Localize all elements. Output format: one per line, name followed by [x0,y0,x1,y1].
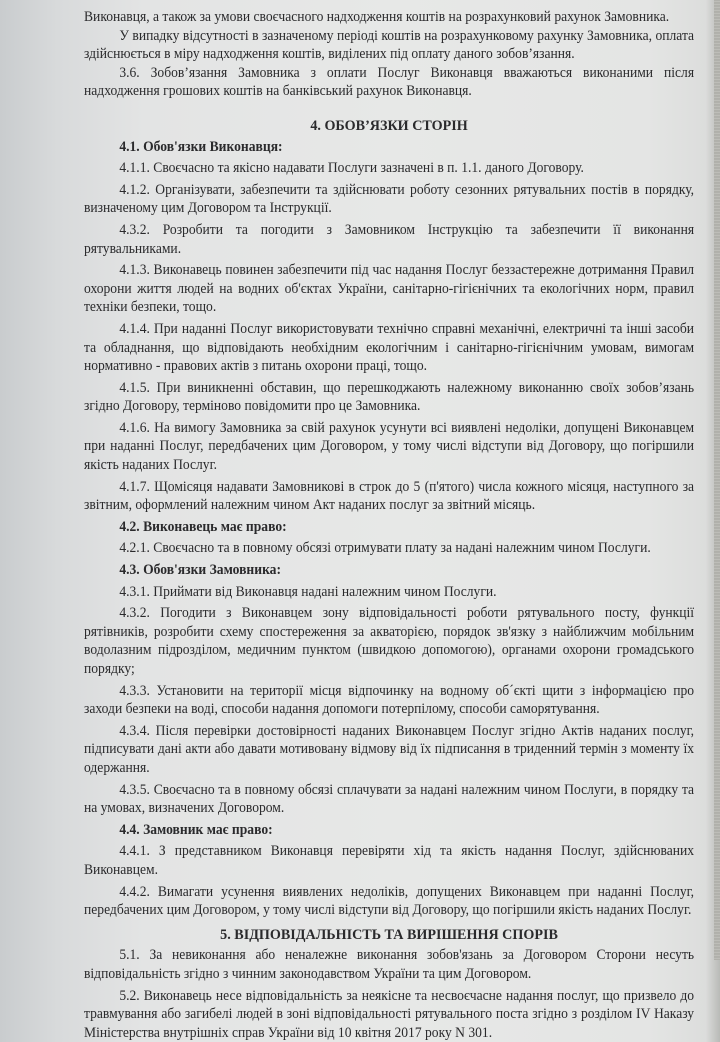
subsection-4-4-heading: 4.4. Замовник має право: [84,821,694,840]
paragraph-payment-delay: У випадку відсутності в зазначеному періоді коштів на розрахунковому рахунку Замовника, оплата здійснюється в міру надходження коштів, виділених під оплату даного зобов’язання. [84,27,694,64]
page-edge [714,0,720,960]
clause-4-3-2-instruction: 4.3.2. Розробити та погодити з Замовником Інструкцію та забезпечити її виконання рятувальниками. [84,221,694,258]
clause-4-4-1: 4.4.1. З представником Виконавця перевіряти хід та якість надання Послуг, здійснюваних Виконавцем. [84,842,694,879]
paragraph-intro-continued: Виконавця, а також за умови своєчасного надходження коштів на розрахунковий рахунок Замовника. [84,8,694,27]
clause-4-2-1: 4.2.1. Своєчасно та в повному обсязі отримувати плату за надані належним чином Послуги. [84,539,694,558]
clause-4-1-2: 4.1.2. Організувати, забезпечити та здійснювати роботу сезонних рятувальних постів в порядку, визначеному цим Договором та Інструкції. [84,181,694,218]
subsection-4-2-heading: 4.2. Виконавець має право: [84,518,694,537]
paragraph-3-6: 3.6. Зобов’язання Замовника з оплати Послуг Виконавця вважаються виконаними після надходження грошових коштів на банківський рахунок Виконавця. [84,64,694,101]
clause-5-2: 5.2. Виконавець несе відповідальність за неякісне та несвоєчасне надання послуг, що призвело до травмування або загибелі людей в зоні відповідальності рятувального поста згідно з розділом IV Наказу Міністерства внутрішніх справ України від 10 квітня 2017 року N 301. [84,987,694,1042]
clause-4-3-2: 4.3.2. Погодити з Виконавцем зону відповідальності роботи рятувального посту, функції рятівників, розробити схему спостереження за акваторією, порядок зв'язку з найближчим мобільним водолазним підрозділом, медичним пунктом (швидкою допомогою), органами охорони громадського порядку; [84,604,694,678]
clause-4-1-1: 4.1.1. Своєчасно та якісно надавати Послуги зазначені в п. 1.1. даного Договору. [84,159,694,178]
clause-4-1-3: 4.1.3. Виконавець повинен забезпечити під час надання Послуг беззастережне дотримання Правил охорони життя людей на водних об'єктах України, санітарно-гігієнічних та екологічних норм, правил техніки безпеки, тощо. [84,261,694,317]
subsection-4-3-heading: 4.3. Обов'язки Замовника: [84,561,694,580]
clause-4-1-7: 4.1.7. Щомісяця надавати Замовникові в строк до 5 (п'ятого) числа кожного місяця, наступного за звітним, оформлений належним чином Акт наданих послуг за звітний місяць. [84,478,694,515]
clause-4-3-5: 4.3.5. Своєчасно та в повному обсязі сплачувати за надані належним чином Послуги, в порядку та на умовах, визначених Договором. [84,781,694,818]
clause-4-1-6: 4.1.6. На вимогу Замовника за свій рахунок усунути всі виявлені недоліки, допущені Виконавцем при наданні Послуг, передбачених цим Договором, у тому числі відступи від Договору, що погіршили якість наданих Послуг. [84,419,694,475]
clause-4-3-1: 4.3.1. Приймати від Виконавця надані належним чином Послуги. [84,583,694,602]
document-page [84,0,694,1042]
clause-4-1-5: 4.1.5. При виникненні обставин, що перешкоджають належному виконанню своїх зобов’язань згідно Договору, терміново повідомити про це Замовника. [84,379,694,416]
clause-4-1-4: 4.1.4. При наданні Послуг використовувати технічно справні механічні, електричні та інші засоби та обладнання, що відповідають необхідним екологічним і санітарно-гігієнічним умовам, вимогам нормативно - правових актів з питань охорони праці, тощо. [84,320,694,376]
clause-4-4-2: 4.4.2. Вимагати усунення виявлених недоліків, допущених Виконавцем при наданні Послуг, передбачених цим Договором, у тому числі відступи від Договору, що погіршили якість наданих Послуг. [84,883,694,920]
clause-5-1: 5.1. За невиконання або неналежне виконання зобов'язань за Договором Сторони несуть відповідальність згідно з чинним законодавством України та цим Договором. [84,946,694,983]
clause-4-3-4: 4.3.4. Після перевірки достовірності наданих Виконавцем Послуг згідно Актів наданих послуг, підписувати дані акти або давати мотивовану відмову від їх підписання в триденний термін з моменту їх одержання. [84,722,694,778]
subsection-4-1-heading: 4.1. Обов'язки Виконавця: [84,138,694,157]
clause-4-3-3: 4.3.3. Установити на території місця відпочинку на водному об´єкті щити з інформацією про заходи безпеки на воді, способи надання допомоги потерпілому, способи саморятування. [84,682,694,719]
section-5-title: 5. ВІДПОВІДАЛЬНІСТЬ ТА ВИРІШЕННЯ СПОРІВ [84,926,694,945]
section-4-title: 4. ОБОВ’ЯЗКИ СТОРІН [84,117,694,136]
